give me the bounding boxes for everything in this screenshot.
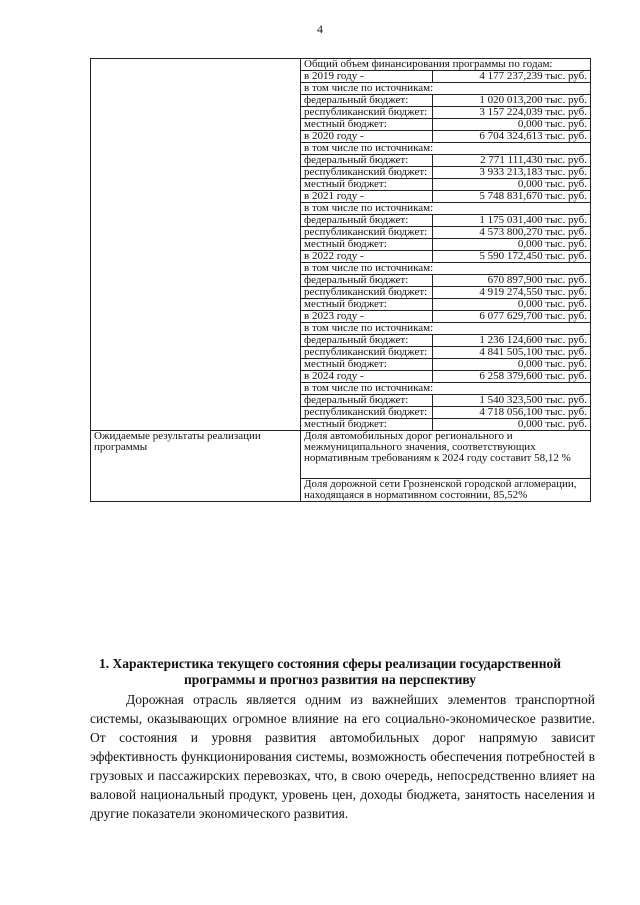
year-total: 5 590 172,450 тыс. руб. [433, 251, 591, 263]
source-name: местный бюджет: [301, 179, 433, 191]
year-total: 4 177 237,239 тыс. руб. [433, 71, 591, 83]
left-empty-cell [91, 59, 301, 431]
source-value: 1 540 323,500 тыс. руб. [433, 395, 591, 407]
source-value: 3 157 224,039 тыс. руб. [433, 107, 591, 119]
year-label: в 2019 году - [301, 71, 433, 83]
body-text [90, 690, 595, 823]
source-name: республиканский бюджет: [301, 227, 433, 239]
table-row [91, 431, 591, 479]
source-name: федеральный бюджет: [301, 215, 433, 227]
source-name: местный бюджет: [301, 359, 433, 371]
funding-table [90, 58, 591, 502]
source-name: республиканский бюджет: [301, 407, 433, 419]
year-label: в 2024 году - [301, 371, 433, 383]
section-title: 1. Характеристика текущего состояния сферы реализации государственной программы и прогноз развития на перспективу [98, 656, 562, 687]
source-name: местный бюджет: [301, 299, 433, 311]
sources-label: в том числе по источникам: [301, 143, 591, 155]
table-row [91, 59, 591, 71]
source-value: 0,000 тыс. руб. [433, 299, 591, 311]
source-name: местный бюджет: [301, 119, 433, 131]
source-value: 4 841 505,100 тыс. руб. [433, 347, 591, 359]
source-name: федеральный бюджет: [301, 395, 433, 407]
source-value: 0,000 тыс. руб. [433, 179, 591, 191]
sources-label: в том числе по источникам: [301, 383, 591, 395]
results-item: Доля дорожной сети Грозненской городской агломерации, находящаяся в нормативном состоянии, 85,52% [301, 479, 591, 502]
source-name: местный бюджет: [301, 239, 433, 251]
source-name: федеральный бюджет: [301, 275, 433, 287]
source-value: 1 175 031,400 тыс. руб. [433, 215, 591, 227]
source-value: 4 573 800,270 тыс. руб. [433, 227, 591, 239]
source-name: республиканский бюджет: [301, 347, 433, 359]
source-value: 1 236 124,600 тыс. руб. [433, 335, 591, 347]
year-label: в 2021 году - [301, 191, 433, 203]
results-label: Ожидаемые результаты реализации программы [91, 431, 301, 502]
source-value: 3 933 213,183 тыс. руб. [433, 167, 591, 179]
funding-header: Общий объем финансирования программы по годам: [301, 59, 591, 71]
source-name: местный бюджет: [301, 419, 433, 431]
source-name: республиканский бюджет: [301, 107, 433, 119]
source-name: республиканский бюджет: [301, 287, 433, 299]
results-item: Доля автомобильных дорог регионального и межмуниципального значения, соответствующих нормативным требованиям к 2024 году составит 58,12 % [301, 431, 591, 479]
year-label: в 2022 году - [301, 251, 433, 263]
source-name: федеральный бюджет: [301, 155, 433, 167]
sources-label: в том числе по источникам: [301, 323, 591, 335]
year-total: 6 704 324,613 тыс. руб. [433, 131, 591, 143]
source-value: 0,000 тыс. руб. [433, 239, 591, 251]
sources-label: в том числе по источникам: [301, 203, 591, 215]
source-value: 2 771 111,430 тыс. руб. [433, 155, 591, 167]
source-value: 0,000 тыс. руб. [433, 119, 591, 131]
year-total: 6 077 629,700 тыс. руб. [433, 311, 591, 323]
sources-label: в том числе по источникам: [301, 83, 591, 95]
source-name: федеральный бюджет: [301, 335, 433, 347]
page-number: 4 [317, 22, 323, 36]
year-total: 6 258 379,600 тыс. руб. [433, 371, 591, 383]
source-name: федеральный бюджет: [301, 95, 433, 107]
source-value: 4 718 056,100 тыс. руб. [433, 407, 591, 419]
source-value: 0,000 тыс. руб. [433, 419, 591, 431]
source-value: 0,000 тыс. руб. [433, 359, 591, 371]
source-value: 1 020 013,200 тыс. руб. [433, 95, 591, 107]
year-total: 5 748 831,670 тыс. руб. [433, 191, 591, 203]
body-paragraph: Дорожная отрасль является одним из важнейших элементов транспортной системы, оказывающих огромное влияние на его социально-экономическое развитие. От состояния и уровня развития автомобильных дорог напрямую зависит эффективность функционирования системы, возможность обеспечения потребностей в грузовых и пассажирских перевозках, что, в свою очередь, непосредственно влияет на валовой национальный продукт, уровень цен, доходы бюджета, занятость населения и другие показатели экономического развития. [90, 692, 595, 821]
source-value: 4 919 274,550 тыс. руб. [433, 287, 591, 299]
source-value: 670 897,900 тыс. руб. [433, 275, 591, 287]
year-label: в 2020 году - [301, 131, 433, 143]
source-name: республиканский бюджет: [301, 167, 433, 179]
sources-label: в том числе по источникам: [301, 263, 591, 275]
year-label: в 2023 году - [301, 311, 433, 323]
